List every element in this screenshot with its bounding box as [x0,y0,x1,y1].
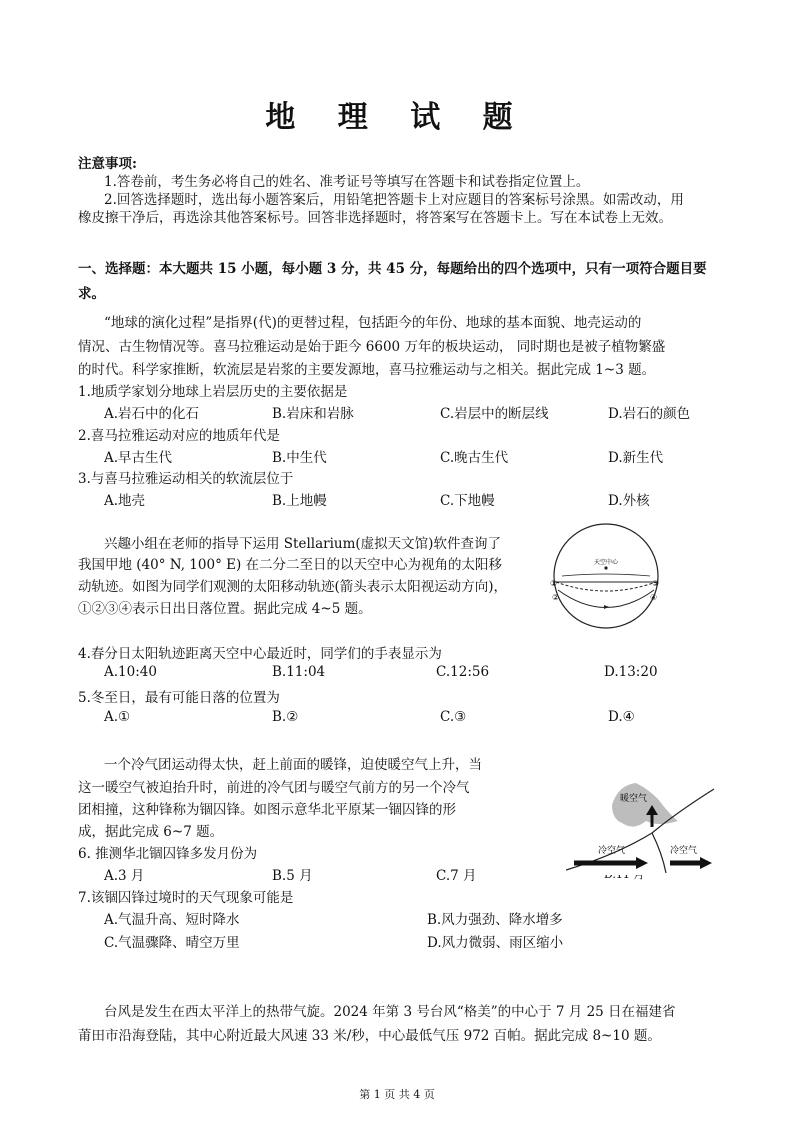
q4-option-d: D.13:20 [604,664,658,680]
sun-direction-arrow [604,605,609,609]
q6-option-b: B.5 月 [272,868,313,884]
q6-option-c: C.7 月 [436,868,477,884]
q4-option-c: C.12:56 [436,664,490,680]
passage1-line-1: “地球的演化过程”是指界(代)的更替过程，包括距今的年份、地球的基本面貌、地壳运动的 [104,315,642,331]
q4-option-b: B.11:04 [272,664,326,680]
q1-option-b: B.岩床和岩脉 [272,406,354,422]
page-title: 地 理 试 题 [265,100,529,135]
q1-option-c: C.岩层中的断层线 [440,406,549,422]
q3-option-b: B.上地幔 [272,493,327,509]
cold-air-label-left: 冷空气 [598,846,626,856]
passage1-line-2: 情况、古生物情况等。喜马拉雅运动是始于距今 6600 万年的板块运动， 同时期也是被子植物繁盛 [78,339,666,355]
section-heading-line-1: 一、选择题：本大题共 15 小题，每小题 3 分，共 45 分，每题给出的四个选项中，只有一项符合题目要 [78,261,707,277]
q2-stem: 2.喜马拉雅运动对应的地质年代是 [78,428,280,444]
q7-option-b: B.风力强劲、降水增多 [427,912,563,928]
q3-stem: 3.与喜马拉雅运动相关的软流层位于 [78,471,294,487]
passage3-line-3: 团相撞，这种锋称为锢囚锋。如图示意华北平原某一锢囚锋的形 [78,802,456,818]
passage3-line-1: 一个冷气团运动得太快，赶上前面的暖锋，迫使暖空气上升，当 [104,757,482,773]
passage2-line-4: ①②③④表示日出日落位置。据此完成 4~5 题。 [78,601,372,617]
q3-option-c: C.下地幔 [440,493,495,509]
sun-path-winter [558,590,654,608]
q2-option-a: A.早古生代 [104,450,173,466]
passage2-line-2: 我国甲地 (40° N, 100° E) 在二分二至日的以天空中心为视角的太阳移 [78,557,503,573]
warm-air-label: 暖空气 [620,794,648,804]
passage2-line-3: 动轨迹。如图为同学们观测的太阳移动轨迹(箭头表示太阳视运动方向)， [78,579,508,595]
q5-stem: 5.冬至日，最有可能日落的位置为 [78,690,280,706]
passage4-line-2: 莆田市沿海登陆，其中心附近最大风速 33 米/秒，中心最低气压 972 百帕。据此完成 8~10 题。 [78,1028,661,1044]
passage3-line-4: 成，据此完成 6~7 题。 [78,824,224,840]
q7-option-d: D.风力微弱、雨区缩小 [427,935,564,951]
notice-heading: 注意事项: [78,156,137,172]
passage4-line-1: 台风是发生在西太平洋上的热带气旋。2024 年第 3 号台风“格美”的中心于 7 月 25 日在福建省 [104,1004,676,1020]
q6-option-a: A.3 月 [104,868,145,884]
sun-path-equinox [556,582,656,591]
q5-option-c: C.③ [440,709,467,725]
notice-line-3: 橡皮擦干净后，再选涂其他答案标号。回答非选择题时，将答案写在答题卡上。写在本试卷上无效。 [78,210,672,226]
q7-option-a: A.气温升高、短时降水 [104,912,240,928]
cold-air-label-right: 冷空气 [670,846,698,856]
sun-path-figure [548,520,668,632]
q5-option-d: D.④ [608,709,635,725]
q6-stem: 6. 推测华北锢囚锋多发月份为 [78,846,258,862]
page-footer: 第 1 页 共 4 页 [359,1088,435,1101]
q7-stem: 7.该锢囚锋过境时的天气现象可能是 [78,890,294,906]
sky-dome-circle [554,524,658,628]
q4-option-a: A.10:40 [104,664,157,680]
notice-line-2: 2.回答选择题时，选出每小题答案后，用铅笔把答题卡上对应题目的答案标号涂黑。如需改动，用 [104,192,684,208]
position-marker-4: ④ [650,593,658,602]
q1-option-a: A.岩石中的化石 [104,406,200,422]
sky-center-dot [604,566,607,569]
sun-path-summer [562,574,650,576]
q1-option-d: D.岩石的颜色 [608,406,691,422]
sky-center-label: 天空中心 [593,559,619,566]
q3-option-d: D.外核 [608,493,650,509]
q1-stem: 1.地质学家划分地球上岩层历史的主要依据是 [78,384,348,400]
q4-stem: 4.春分日太阳轨迹距离天空中心最近时，同学们的手表显示为 [78,646,442,662]
q3-option-a: A.地壳 [104,493,146,509]
position-marker-1: ① [550,579,558,588]
passage3-line-2: 这一暖空气被迫抬升时，前进的冷气团与暖空气前方的另一个冷气 [78,780,470,796]
section-heading-line-2: 求。 [78,286,105,302]
notice-line-1: 1.答卷前，考生务必将自己的姓名、准考证号等填写在答题卡和试卷指定位置上。 [104,174,590,190]
q7-option-c: C.气温骤降、晴空万里 [104,935,240,951]
occluded-front-figure [566,775,716,875]
position-marker-2: ② [552,593,560,602]
passage1-line-3: 的时代。科学家推断，软流层是岩浆的主要发源地，喜马拉雅运动与之相关。据此完成 1~3 题。 [78,362,656,378]
q5-option-b: B.② [272,709,299,725]
q2-option-d: D.新生代 [608,450,664,466]
q2-option-c: C.晚古生代 [440,450,509,466]
q2-option-b: B.中生代 [272,450,327,466]
position-marker-3: ③ [652,579,660,588]
q5-option-a: A.① [104,709,131,725]
passage2-line-1: 兴趣小组在老师的指导下运用 Stellarium(虚拟天文馆)软件查询了 [104,536,501,552]
